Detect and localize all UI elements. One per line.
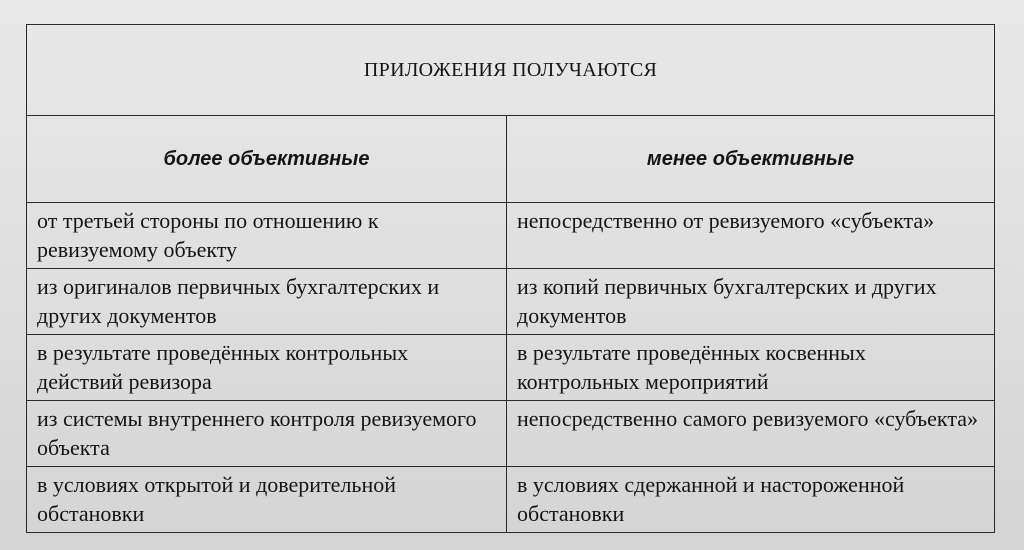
table-row (27, 401, 995, 467)
table-cell: в результате проведённых косвенных контрольных мероприятий (507, 335, 995, 401)
column-header-less-objective: менее объективные (507, 116, 995, 203)
table-cell: в условиях сдержанной и настороженной обстановки (507, 467, 995, 533)
table-cell: непосредственно от ревизуемого «субъекта» (507, 203, 995, 269)
column-header-more-objective: более объективные (27, 116, 507, 203)
table-header-row (27, 116, 995, 203)
table-cell: в условиях открытой и доверительной обстановки (27, 467, 507, 533)
table-cell: из оригиналов первичных бухгалтерских и других документов (27, 269, 507, 335)
table-cell: из системы внутреннего контроля ревизуемого объекта (27, 401, 507, 467)
table-title: ПРИЛОЖЕНИЯ ПОЛУЧАЮТСЯ (27, 25, 995, 116)
table-row (27, 269, 995, 335)
table-row (27, 203, 995, 269)
table-cell: из копий первичных бухгалтерских и других документов (507, 269, 995, 335)
table-cell: в результате проведённых контрольных действий ревизора (27, 335, 507, 401)
evidence-comparison-table (26, 24, 995, 533)
table-title-row (27, 25, 995, 116)
table-row (27, 335, 995, 401)
table-row (27, 467, 995, 533)
table-cell: от третьей стороны по отношению к ревизуемому объекту (27, 203, 507, 269)
table-cell: непосредственно самого ревизуемого «субъекта» (507, 401, 995, 467)
